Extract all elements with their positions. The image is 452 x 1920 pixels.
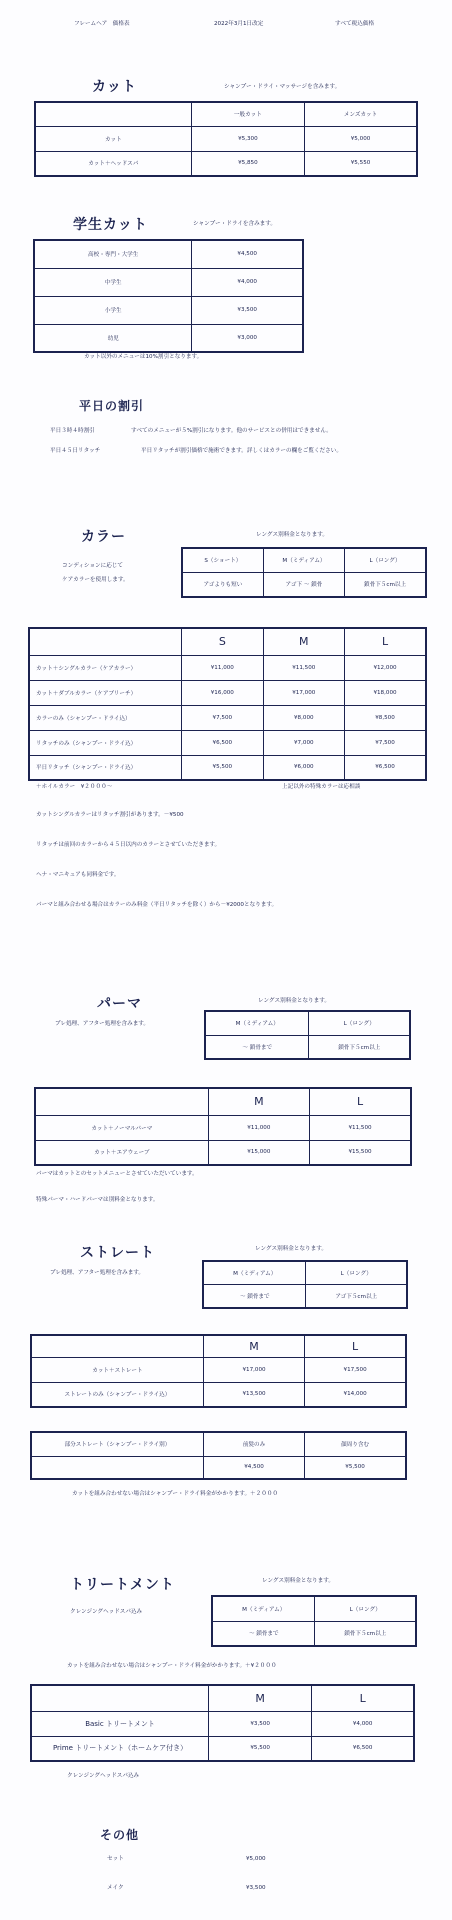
table-header-row — [31, 1335, 406, 1357]
table-row — [212, 1621, 416, 1646]
revision-date: 2022年3月1日改定 — [214, 21, 264, 27]
price: ¥14,000 — [305, 1382, 406, 1407]
price: ¥13,500 — [203, 1382, 304, 1407]
price: ¥15,500 — [310, 1140, 411, 1165]
table-row — [205, 1035, 410, 1059]
menu-name: Basic トリートメント — [31, 1711, 209, 1736]
price: ¥17,000 — [203, 1357, 304, 1382]
price: ¥4,000 — [312, 1711, 414, 1736]
price: ¥12,000 — [345, 655, 426, 680]
foil-color: ＋ホイルカラー ¥２０００～ — [36, 784, 113, 790]
table-row — [203, 1261, 407, 1284]
length-desc: 鎖骨下５cm以上 — [309, 1035, 410, 1059]
straight-title: ストレート — [80, 1245, 155, 1261]
price: ¥7,000 — [263, 730, 344, 755]
weekday-item-name: 平日４５日リタッチ — [50, 448, 101, 454]
price: ¥6,000 — [263, 755, 344, 780]
price: ¥8,000 — [263, 705, 344, 730]
menu-name: Prime トリートメント（ホームケア付き） — [31, 1736, 209, 1761]
cut-title: カット — [92, 79, 137, 95]
perm-length-note: レングス別料金となります。 — [258, 998, 330, 1004]
table-row — [212, 1596, 416, 1621]
price: ¥4,500 — [192, 240, 303, 268]
table-row — [29, 655, 426, 680]
straight-length-note: レングス別料金となります。 — [255, 1246, 327, 1252]
empty-cell — [31, 1456, 203, 1479]
price: ¥5,000 — [305, 126, 417, 151]
table-row — [29, 705, 426, 730]
table-row — [35, 151, 417, 176]
price: ¥3,500 — [192, 296, 303, 324]
table-header-cell: メンズカット — [305, 102, 417, 126]
length-header: S（ショート） — [182, 548, 263, 572]
perm-sub: プレ処理、アフター処理を含みます。 — [55, 1021, 150, 1027]
straight-length-table — [202, 1260, 408, 1309]
weekday-title: 平日の割引 — [79, 399, 145, 413]
price: ¥4,500 — [203, 1456, 304, 1479]
color-note: ヘナ・マニキュアも同料金です。 — [36, 872, 120, 878]
table-header-cell: L — [310, 1088, 411, 1115]
table-header-cell: M — [209, 1685, 312, 1711]
straight-sub: プレ処理、アフター処理を含みます。 — [50, 1270, 145, 1276]
table-row — [34, 240, 303, 268]
price: ¥5,550 — [305, 151, 417, 176]
partial-straight-table — [30, 1431, 407, 1480]
menu-name: 中学生 — [34, 268, 192, 296]
price: ¥11,500 — [310, 1115, 411, 1140]
student-footnote: カット以外のメニューは10%割引となります。 — [84, 354, 203, 360]
other-title: その他 — [100, 1828, 140, 1842]
table-header-cell — [35, 102, 191, 126]
menu-name: 部分ストレート（シャンプー・ドライ別） — [31, 1432, 203, 1456]
treatment-sub: クレンジングヘッドスパ込み — [70, 1609, 143, 1615]
table-header-cell — [31, 1685, 209, 1711]
weekday-item-desc: すべてのメニューが５%割引になります。他のサービスとの併用はできません。 — [131, 428, 332, 434]
treatment-length-note: レングス別料金となります。 — [262, 1578, 334, 1584]
perm-title: パーマ — [97, 996, 142, 1012]
menu-name: 高校・専門・大学生 — [34, 240, 192, 268]
student-title: 学生カット — [73, 217, 148, 233]
table-header-cell: L — [312, 1685, 414, 1711]
length-desc: アゴ下５cm以上 — [306, 1284, 407, 1308]
menu-name: リタッチのみ（シャンプー・ドライ込） — [29, 730, 182, 755]
cut-table — [34, 101, 418, 177]
table-header-row — [35, 1088, 411, 1115]
price: ¥11,500 — [263, 655, 344, 680]
table-row — [29, 680, 426, 705]
price: ¥11,000 — [182, 655, 263, 680]
treatment-price-table — [30, 1684, 415, 1762]
price: ¥5,500 — [209, 1736, 312, 1761]
table-row — [31, 1382, 406, 1407]
length-header: M（ミディアム） — [203, 1261, 306, 1284]
table-row — [182, 572, 426, 597]
price: ¥6,500 — [182, 730, 263, 755]
student-table — [33, 239, 304, 353]
menu-name: カット＋シングルカラー（ケアカラー） — [29, 655, 182, 680]
table-row — [34, 268, 303, 296]
cut-note: シャンプー・ドライ・マッサージを含みます。 — [224, 84, 341, 90]
menu-name: 平日リタッチ（シャンプー・ドライ込） — [29, 755, 182, 780]
table-header-cell: S — [182, 628, 263, 655]
table-row — [31, 1711, 414, 1736]
menu-name: カット＋ダブルカラー（ケアブリーチ） — [29, 680, 182, 705]
length-header: L（ロング） — [345, 548, 426, 572]
price: ¥6,500 — [312, 1736, 414, 1761]
tax-note: すべて税込価格 — [335, 21, 375, 27]
table-row — [29, 755, 426, 780]
table-row — [35, 1140, 411, 1165]
menu-name: カット＋ストレート — [31, 1357, 203, 1382]
table-row — [35, 1115, 411, 1140]
price: ¥4,000 — [192, 268, 303, 296]
length-desc: ～ 鎖骨まで — [212, 1621, 315, 1646]
price: ¥3,000 — [192, 324, 303, 352]
length-desc: ～ 鎖骨まで — [205, 1035, 309, 1059]
table-row — [31, 1736, 414, 1761]
table-row — [29, 730, 426, 755]
color-length-note: レングス別料金となります。 — [256, 532, 328, 538]
price: ¥16,000 — [182, 680, 263, 705]
table-row — [35, 126, 417, 151]
table-header-cell: L — [305, 1335, 406, 1357]
price: ¥5,500 — [182, 755, 263, 780]
shop-name: フレームヘア 価格表 — [74, 21, 130, 27]
price: ¥11,000 — [208, 1115, 309, 1140]
weekday-item-desc: 平日リタッチが割引価格で施術できます。詳しくはカラーの欄をご覧ください。 — [141, 448, 342, 454]
length-desc: アゴ下 ～ 鎖骨 — [263, 572, 344, 597]
table-header-row — [35, 102, 417, 126]
other-item-price: ¥3,500 — [246, 1885, 266, 1891]
color-note: カットシングルカラーはリタッチ割引があります。－¥500 — [36, 812, 184, 818]
straight-note: カットを組み合わせない場合はシャンプー・ドライ料金がかかります。＋２０００ — [72, 1491, 279, 1497]
price: ¥17,500 — [305, 1357, 406, 1382]
length-desc: ～ 鎖骨まで — [203, 1284, 306, 1308]
price: ¥7,500 — [345, 730, 426, 755]
table-header-row — [31, 1685, 414, 1711]
perm-price-table — [34, 1087, 412, 1166]
treatment-footnote: クレンジングヘッドスパ込み — [67, 1773, 140, 1779]
weekday-item-name: 平日３時４時割引 — [50, 428, 95, 434]
color-note: リタッチは前回のカラーから４５日以内のカラーとさせていただきます。 — [36, 842, 221, 848]
menu-name: 小学生 — [34, 296, 192, 324]
treatment-note: カットを組み合わせない場合はシャンプー・ドライ料金がかかります。＋¥２０００ — [67, 1663, 277, 1669]
table-row — [34, 324, 303, 352]
table-row — [205, 1011, 410, 1035]
color-length-table — [181, 547, 427, 598]
menu-name: カット＋ヘッドスパ — [35, 151, 191, 176]
price: ¥8,500 — [345, 705, 426, 730]
table-row — [182, 548, 426, 572]
table-header-cell: 一般カット — [191, 102, 304, 126]
treatment-title: トリートメント — [70, 1577, 175, 1593]
table-row — [31, 1456, 406, 1479]
table-header-cell: M — [208, 1088, 309, 1115]
price: ¥5,500 — [305, 1456, 406, 1479]
table-row — [31, 1357, 406, 1382]
perm-note: 特殊パーマ・ハードパーマは別料金となります。 — [36, 1197, 159, 1203]
condition-line: ケアカラーを使用します。 — [62, 577, 129, 583]
menu-name: カット＋エアウェーブ — [35, 1140, 208, 1165]
price: ¥7,500 — [182, 705, 263, 730]
perm-note: パーマはカットとのセットメニューとさせていただいています。 — [36, 1171, 198, 1177]
menu-name: カラーのみ（シャンプー・ドライ込） — [29, 705, 182, 730]
table-row — [203, 1284, 407, 1308]
straight-price-table — [30, 1334, 407, 1408]
condition-line: コンディションに応じて — [62, 563, 123, 569]
menu-name: ストレートのみ（シャンプー・ドライ込） — [31, 1382, 203, 1407]
table-header-row — [29, 628, 426, 655]
table-header-cell — [35, 1088, 208, 1115]
price: ¥5,300 — [191, 126, 304, 151]
table-header-cell: M — [263, 628, 344, 655]
length-header: L（ロング） — [309, 1011, 410, 1035]
price: ¥6,500 — [345, 755, 426, 780]
length-header: M（ミディアム） — [212, 1596, 315, 1621]
price: ¥18,000 — [345, 680, 426, 705]
color-title: カラー — [81, 529, 126, 545]
table-header-cell: 顔周り含む — [305, 1432, 406, 1456]
length-desc: 鎖骨下５cm以上 — [345, 572, 426, 597]
price: ¥3,500 — [209, 1711, 312, 1736]
table-row — [31, 1432, 406, 1456]
color-price-table — [28, 627, 427, 781]
other-item-name: メイク — [107, 1885, 124, 1891]
color-note: パーマと組み合わせる場合はカラーのみ料金（平日リタッチを除く）から－¥2000となります。 — [36, 902, 278, 908]
table-header-cell — [31, 1335, 203, 1357]
other-item-price: ¥5,000 — [246, 1856, 266, 1862]
perm-length-table — [204, 1010, 411, 1060]
table-header-cell: M — [203, 1335, 304, 1357]
length-header: M（ミディアム） — [205, 1011, 309, 1035]
other-item-name: セット — [107, 1856, 124, 1862]
price: ¥15,000 — [208, 1140, 309, 1165]
length-desc: 鎖骨下５cm以上 — [315, 1621, 416, 1646]
student-note: シャンプー・ドライを含みます。 — [193, 221, 277, 227]
length-header: L（ロング） — [306, 1261, 407, 1284]
length-desc: アゴよりも短い — [182, 572, 263, 597]
table-header-cell — [29, 628, 182, 655]
menu-name: カット — [35, 126, 191, 151]
table-header-cell: 前髪のみ — [203, 1432, 304, 1456]
menu-name: カット＋ノーマルパーマ — [35, 1115, 208, 1140]
menu-name: 幼児 — [34, 324, 192, 352]
length-header: M（ミディアム） — [263, 548, 344, 572]
price: ¥17,000 — [263, 680, 344, 705]
length-header: L（ロング） — [315, 1596, 416, 1621]
table-row — [34, 296, 303, 324]
special-color: 上記以外の特殊カラーは応相談 — [282, 784, 361, 790]
treatment-length-table — [211, 1595, 417, 1647]
price: ¥5,850 — [191, 151, 304, 176]
table-header-cell: L — [345, 628, 426, 655]
